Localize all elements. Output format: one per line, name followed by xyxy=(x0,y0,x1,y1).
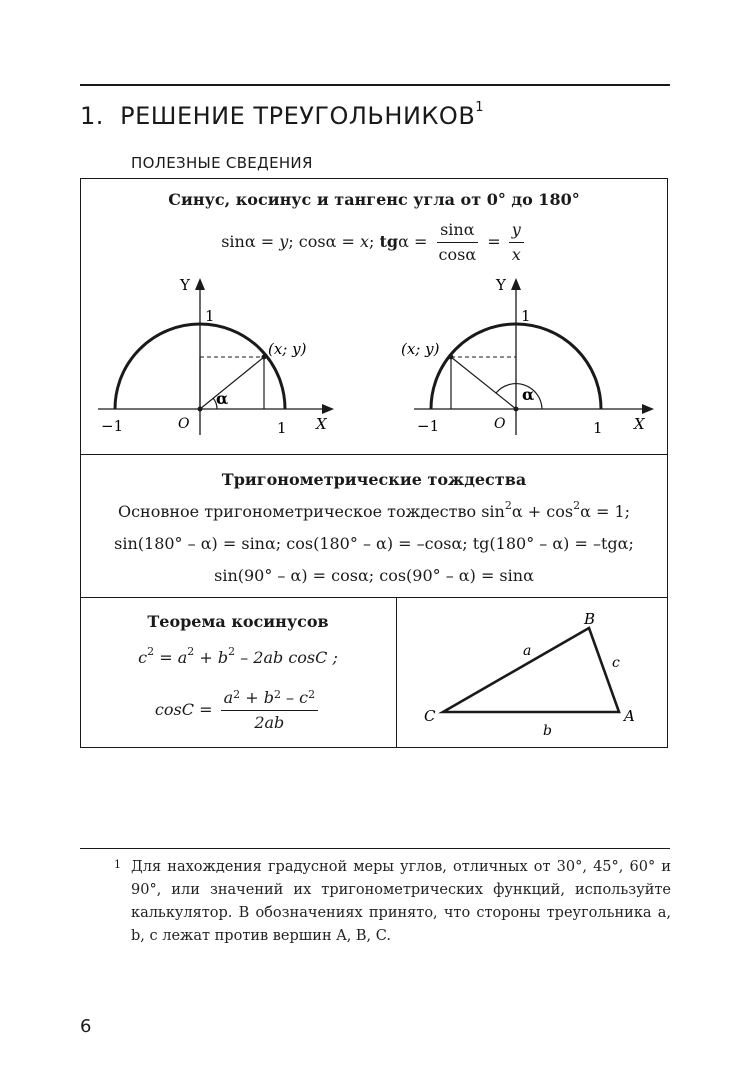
svg-text:b: b xyxy=(543,723,552,739)
svg-text:B: B xyxy=(584,610,596,628)
box-divider-vertical xyxy=(396,597,397,748)
footnote-ref: 1 xyxy=(475,100,485,115)
chapter-number: 1. xyxy=(80,102,104,130)
svg-text:c: c xyxy=(612,655,620,671)
page-number: 6 xyxy=(80,1016,92,1037)
box-divider-2 xyxy=(80,597,668,598)
section3-title: Теорема косинусов xyxy=(147,612,329,631)
triangle-diagram xyxy=(398,599,666,746)
law-of-cosines: $c^2 = a^2 + b^2 - 2ab$ cosC ; xyxy=(138,645,338,667)
cosine-formula: cosC = $\frac{a^2 + b^2 - c^2}{2ab}$ xyxy=(80,688,396,733)
svg-text:Y: Y xyxy=(180,276,190,294)
svg-text:X: X xyxy=(316,415,327,433)
svg-text:C: C xyxy=(424,707,436,725)
top-rule xyxy=(80,84,670,86)
trig-definition-formula: sinα = y; cosα = x; tgα = $\frac{\sin\alpha}{\cos\alpha}$ = $\frac{y}{x}$ xyxy=(80,218,668,266)
pythagorean-identity: Основное тригонометрическое тождество $\sin^2\alpha + \cos^2\alpha = 1$; xyxy=(117,499,631,521)
chapter-title xyxy=(80,102,484,130)
fraction-y-x: $\frac{y}{x}$ xyxy=(509,220,524,265)
reduction-formulas-90: sin(90° – α) = cosα; cos(90° – α) = sinα xyxy=(214,566,534,585)
svg-text:−1: −1 xyxy=(417,417,440,435)
fraction-sin-cos: $\frac{\sin\alpha}{\cos\alpha}$ xyxy=(438,220,477,264)
svg-text:a: a xyxy=(523,643,532,659)
svg-text:A: A xyxy=(624,707,635,725)
svg-text:O: O xyxy=(178,416,190,432)
svg-text:(x; y): (x; y) xyxy=(401,340,440,358)
footnote-rule xyxy=(80,848,670,849)
chapter-heading: РЕШЕНИЕ ТРЕУГОЛЬНИКОВ xyxy=(120,102,476,130)
section-subtitle: ПОЛЕЗНЫЕ СВЕДЕНИЯ xyxy=(131,154,313,172)
footnote-text: Для нахождения градусной меры углов, отличных от 30°, 45°, 60° и 90°, или значений их тригонометрических функций, используйте калькулятор. В обозначениях принято, что стороны треугольника a, b, c лежат против вершин A, B, C. xyxy=(131,859,671,944)
svg-text:−1: −1 xyxy=(101,417,124,435)
cosine-fraction: $\frac{a^2 + b^2 - c^2}{2ab}$ xyxy=(221,688,319,733)
footnote-mark: 1 xyxy=(114,858,121,871)
svg-text:1: 1 xyxy=(593,419,603,437)
section2-title: Тригонометрические тождества xyxy=(221,470,527,489)
unit-circle-obtuse xyxy=(396,270,668,450)
box-divider-1 xyxy=(80,454,668,455)
svg-text:(x; y): (x; y) xyxy=(268,340,307,358)
section1-title: Синус, косинус и тангенс угла от 0° до 180° xyxy=(168,190,580,209)
svg-text:1: 1 xyxy=(277,419,287,437)
svg-text:1: 1 xyxy=(521,307,531,325)
reduction-formulas-180: sin(180° – α) = sinα; cos(180° – α) = –cosα; tg(180° – α) = –tgα; xyxy=(114,534,634,553)
svg-text:Y: Y xyxy=(496,276,506,294)
svg-text:X: X xyxy=(634,415,645,433)
svg-text:α: α xyxy=(522,385,535,404)
svg-text:1: 1 xyxy=(205,307,215,325)
unit-circle-acute xyxy=(80,270,370,450)
svg-text:α: α xyxy=(216,389,229,408)
svg-text:O: O xyxy=(494,416,506,432)
